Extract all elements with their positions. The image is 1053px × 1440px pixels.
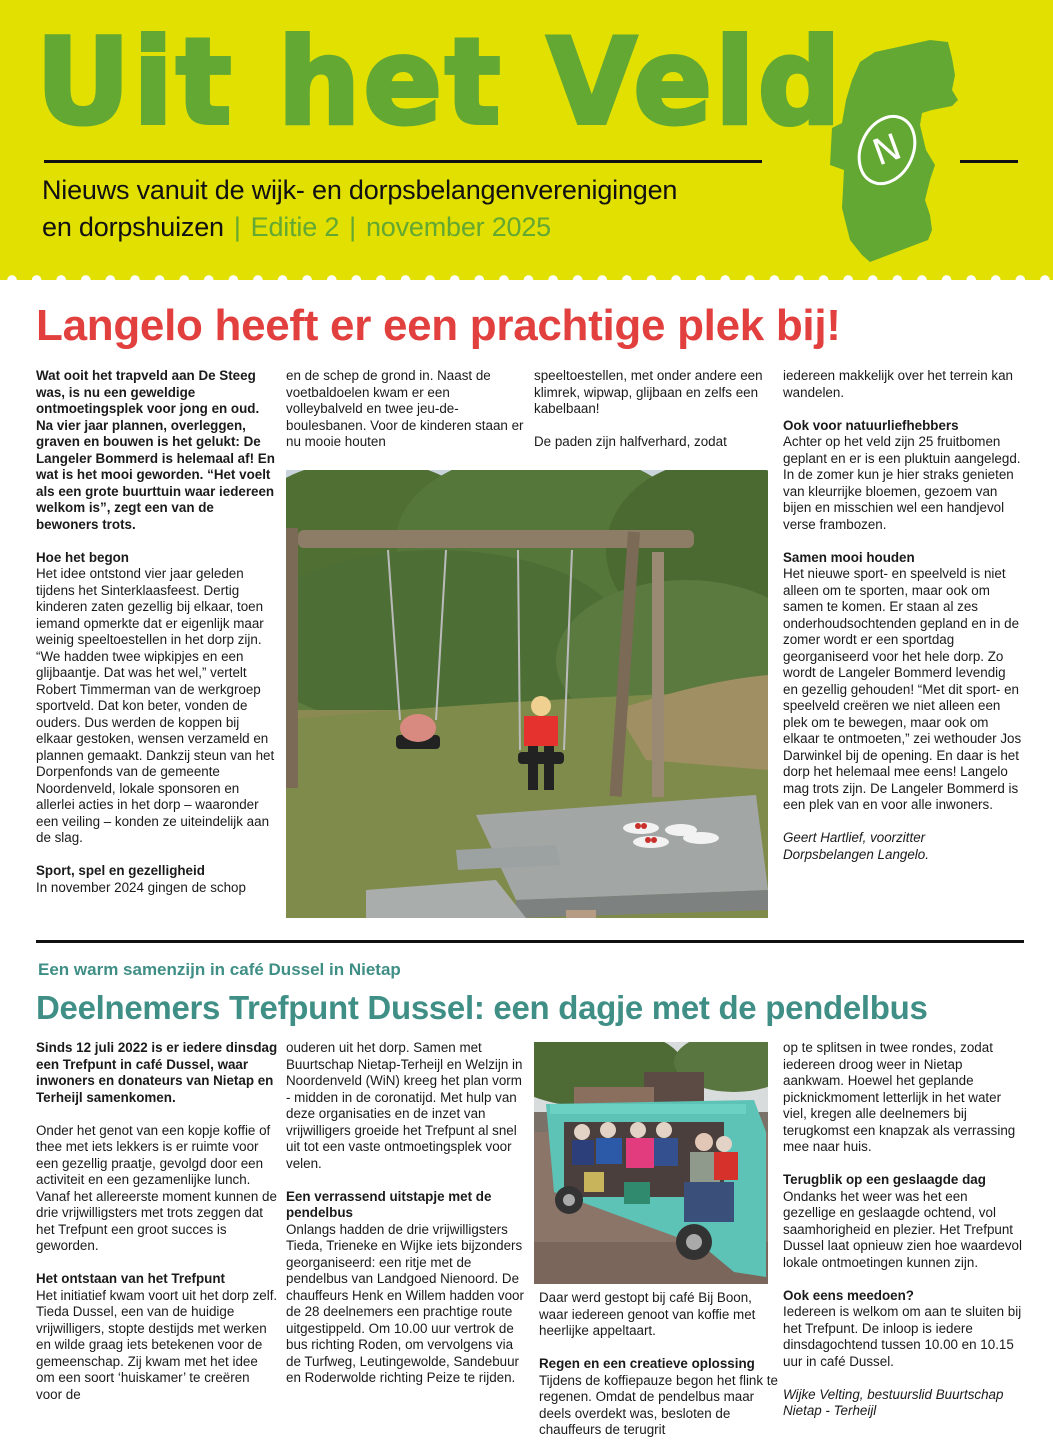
masthead xyxy=(0,0,1053,280)
section-heading: Regen en een creatieve oplossing xyxy=(539,1356,755,1371)
section-heading: Ook eens meedoen? xyxy=(783,1287,914,1303)
article-divider xyxy=(36,940,1024,943)
paragraph: en de schep de grond in. Naast de voetbaldoelen kwam er een volleybalveld en twee jeu-de-boulesbanen. Voor de kinderen staan er nu mooie houten xyxy=(286,368,524,449)
paragraph: op te splitsen in twee rondes, zodat iedereen droog weer in Nietap aankwam. Hoewel het geplande picknickmoment letterlijk in het water viel, kregen alle deelnemers bij terugkomst een knapzak als verrassing mee naar huis. xyxy=(783,1040,1016,1154)
separator: | xyxy=(349,212,356,242)
article-column-4 xyxy=(783,1040,1023,1420)
article-column-2 xyxy=(286,368,526,467)
author-organization: Dorpsbelangen Langelo. xyxy=(783,846,929,862)
edition-label: Editie 2 xyxy=(250,212,340,242)
photo-illustration xyxy=(534,1042,768,1284)
section-heading: Ook voor natuurliefhebbers xyxy=(783,417,959,433)
playground-swing-photo xyxy=(286,470,768,918)
section-heading: Samen mooi houden xyxy=(783,549,915,565)
newsletter-title: Uit het Veld xyxy=(36,13,844,152)
paragraph: In november 2024 gingen de schop xyxy=(36,879,246,895)
article-lead: Sinds 12 juli 2022 is er iedere dinsdag een Trefpunt in café Dussel, waar inwoners en donateurs van Nietap en Terheijl samenkomen. xyxy=(36,1040,278,1105)
paragraph: Het initiatief kwam voort uit het dorp zelf. Tieda Dussel, een van de huidige vrijwilligers, stopte destijds met werken en wilde graag iets betekenen voor de gemeenschap. Zij kwam met het idee om een soort ‘huiskamer’ te creëren voor de xyxy=(36,1287,278,1402)
paragraph: Achter op het veld zijn 25 fruitbomen geplant en er is een pluktuin aangelegd. In de zomer kun je hier straks genieten van kleurrijke bloemen, gezoem van bijen en misschien wel een handjevol verse frambozen. xyxy=(783,434,1021,532)
issue-date: november 2025 xyxy=(365,212,551,242)
article-column-2 xyxy=(286,1040,528,1403)
article-column-3 xyxy=(539,1290,779,1440)
section-heading: Het ontstaan van het Trefpunt xyxy=(36,1271,225,1286)
paragraph: Iedereen is welkom om aan te sluiten bij het Trefpunt. De inloop is iedere dinsdagochtend tussen 10.00 en 10.15 uur in café Dussel. xyxy=(783,1304,1022,1369)
paragraph: ouderen uit het dorp. Samen met Buurtschap Nietap-Terheijl en Welzijn in Noordenveld (WiN) kreeg het plan vorm - midden in de coronatijd. Met hulp van deze organisaties en de inzet van vrijwilligers groeide het Trefpunt al snel uit tot een vaste ontmoetingsplek voor velen. xyxy=(286,1040,523,1171)
article-column-1 xyxy=(36,1040,278,1420)
article-headline: Langelo heeft er een prachtige plek bij! xyxy=(36,301,841,350)
article-lead: Wat ooit het trapveld aan De Steeg was, is nu een geweldige ontmoetingsplek voor jong en oud. Na vier jaar plannen, overleggen, graven en bouwen is het gelukt: De Langeler Bommerd is helemaal af! En wat is het mooi geworden. “Het voelt als een grote buurttuin waar iedereen welkom is”, zegt een van de bewoners trots. xyxy=(36,368,275,532)
paragraph: Ondanks het weer was het een gezellige en geslaagde ochtend, vol saamhorigheid en plezier. Het Trefpunt Dussel laat opnieuw zien hoe waardevol lokale ontmoetingen kunnen zijn. xyxy=(783,1188,1022,1270)
article-column-1 xyxy=(36,368,276,913)
article-headline: Deelnemers Trefpunt Dussel: een dagje met de pendelbus xyxy=(36,989,928,1026)
newsletter-subtitle: Nieuws vanuit de wijk- en dorpsbelangenverenigingen xyxy=(42,175,678,205)
paragraph: Het nieuwe sport- en speelveld is niet alleen om te sporten, maar ook om samen te komen. Er staan al zes onderhoudsochtenden gepland en in de zomer wordt er een sportdag georganiseerd voor het hele dorp. Zo wordt de Langeler Bommerd levendig en gezellig gehouden! “Met dit sport- en speelveld creëren we niet alleen een plek om te bewegen, maar ook om elkaar te ontmoeten,” zei wethouder Jos Darwinkel bij de opening. En daar is het dorp het helemaal mee eens! Langelo mag trots zijn. De Langeler Bommerd is een plek van en voor alle inwoners. xyxy=(783,566,1022,812)
paragraph: Tijdens de koffiepauze begon het flink te regenen. Omdat de pendelbus maar deels overdekt was, besloten de chauffeurs de terugrit xyxy=(539,1372,778,1437)
section-heading: Hoe het begon xyxy=(36,549,129,565)
paragraph: Het idee ontstond vier jaar geleden tijdens het Sinterklaasfeest. Dertig kinderen zaten gezellig bij elkaar, toen iemand opmerkte dat er eigenlijk maar weinig speeltoestellen in het dorp zijn. “We hadden twee wipkipjes en een glijbaantje. Dat was het wel,” vertelt Robert Timmerman van de werkgroep sportveld. Dat kon beter, vonden de ouders. Dus werden de koppen bij elkaar gestoken, wensen verzameld en plannen gemaakt. Dankzij steun van het Dorpenfonds van de gemeente Noordenveld, lokale sponsoren en allerlei acties in het dorp – waaronder een veiling – konden ze uiteindelijk aan de slag. xyxy=(36,566,275,845)
author-signature: Wijke Velting, bestuurslid Buurtschap xyxy=(783,1386,1004,1402)
pendelbus-photo xyxy=(534,1042,768,1284)
logo-letter: N xyxy=(867,126,907,175)
article-kicker: Een warm samenzijn in café Dussel in Nietap xyxy=(38,960,401,979)
article-column-4 xyxy=(783,368,1023,863)
header-rule-left xyxy=(44,160,762,163)
photo-caption: Daar werd gestopt bij café Bij Boon, waar iedereen genoot van koffie met heerlijke appeltaart. xyxy=(539,1290,756,1338)
section-heading: Terugblik op een geslaagde dag xyxy=(783,1172,986,1187)
noordenveld-map-logo-icon xyxy=(830,40,1030,270)
article-column-3 xyxy=(534,368,774,467)
photo-illustration xyxy=(286,470,768,918)
paragraph: Onlangs hadden de drie vrijwilligsters Tieda, Trieneke en Wijke iets bijzonders georganiseerd: een ritje met de pendelbus van Landgoed Nienoord. De chauffeurs Henk en Willem hadden voor de 28 deelnemers een prachtige route uitgestippeld. Om 10.00 uur vertrok de bus richting Roden, om vervolgens via de Turfweg, Leutingewolde, Sandebuur en Roderwolde richting Peize te rijden. xyxy=(286,1221,524,1385)
section-heading: Een verrassend uitstapje met de pendelbus xyxy=(286,1188,492,1220)
paragraph: De paden zijn halfverhard, zodat xyxy=(534,434,727,449)
newsletter-subtitle-line2 xyxy=(42,209,551,245)
section-heading: Sport, spel en gezelligheid xyxy=(36,863,205,878)
paragraph: speeltoestellen, met onder andere een klimrek, wipwap, glijbaan en zelfs een kabelbaan! xyxy=(534,368,763,416)
subtitle-text: en dorpshuizen xyxy=(42,212,224,242)
author-signature: Geert Hartlief, voorzitter xyxy=(783,830,926,845)
scalloped-edge xyxy=(0,272,1053,280)
paragraph: iedereen makkelijk over het terrein kan wandelen. xyxy=(783,368,1013,400)
separator: | xyxy=(233,212,241,242)
paragraph: Onder het genot van een kopje koffie of thee met iets lekkers is er ruimte voor een gezellig praatje, gevolgd door een activiteit en een gezamenlijke lunch. Vanaf het allereerste moment kunnen de drie vrijwilligsters met trots zeggen dat het Trefpunt een groot succes is geworden. xyxy=(36,1122,277,1253)
author-organization: Nietap - Terheijl xyxy=(783,1403,877,1418)
